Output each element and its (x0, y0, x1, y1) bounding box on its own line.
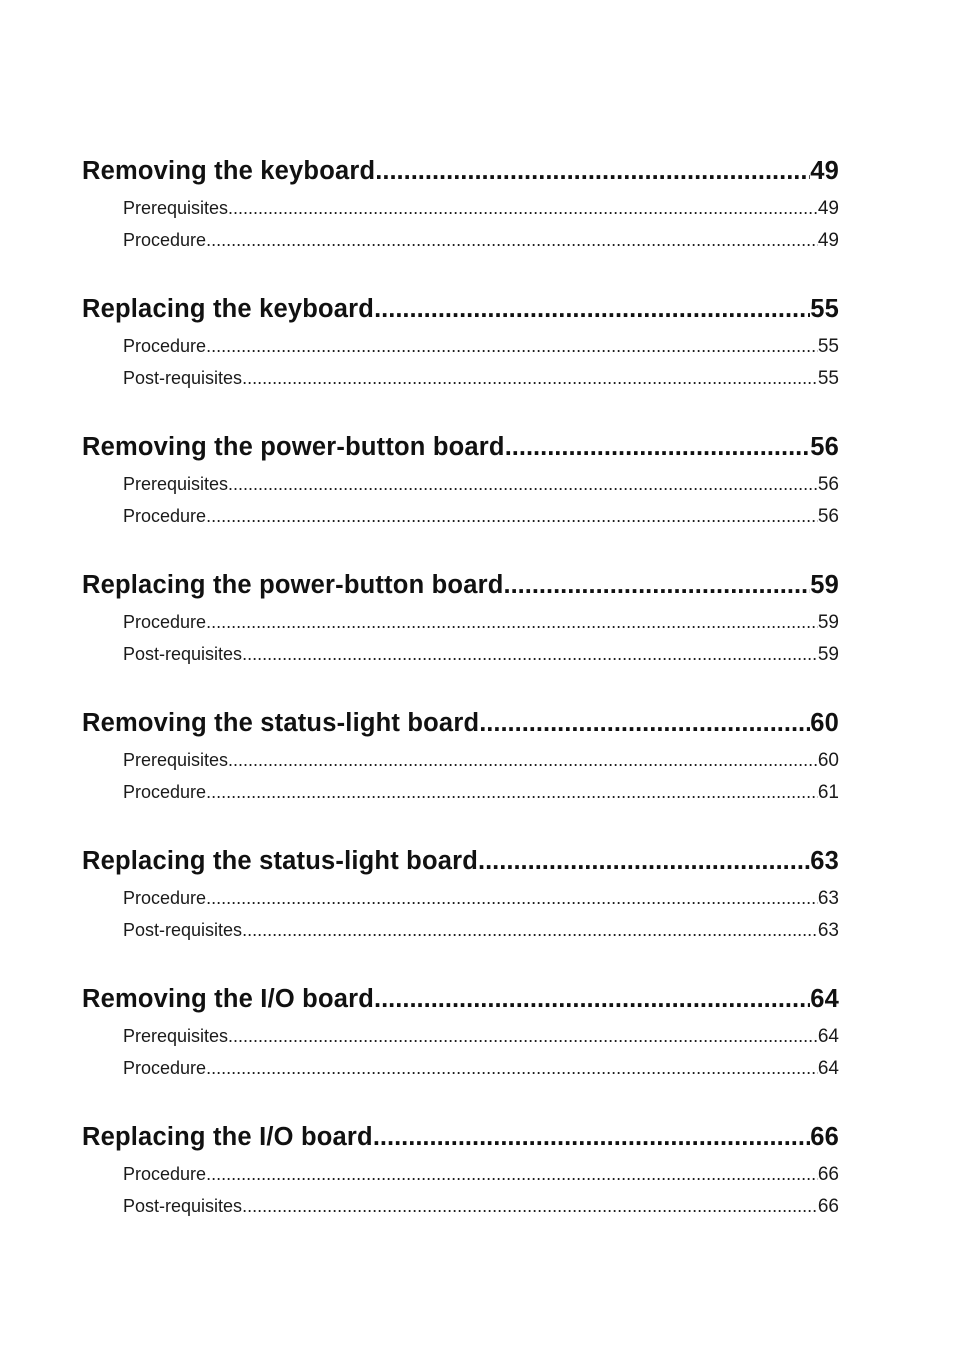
toc-subitem-label: Prerequisites (123, 750, 229, 770)
toc-heading-page: 59 (810, 571, 839, 599)
toc-subitem-page: 64 (817, 1026, 839, 1047)
dot-leader (228, 468, 818, 500)
toc-subitem-label: Procedure (123, 336, 207, 356)
toc-heading-link[interactable] (82, 840, 839, 882)
dot-leader (206, 500, 818, 532)
toc-subitem-label: Post-requisites (123, 644, 243, 664)
toc-subitem-link[interactable] (82, 744, 839, 776)
toc-heading-page: 66 (810, 1123, 839, 1151)
toc-subitem-page: 55 (817, 336, 839, 357)
toc-subitem-link[interactable] (82, 468, 839, 500)
toc-section (82, 426, 839, 532)
toc-heading-link[interactable] (82, 564, 839, 606)
toc-subitem-label: Prerequisites (123, 198, 229, 218)
toc-subitem-page: 49 (817, 198, 839, 219)
dot-leader (206, 606, 818, 638)
toc-subitem-label: Procedure (123, 782, 207, 802)
toc-subitem-label: Procedure (123, 1164, 207, 1184)
toc-section (82, 1116, 839, 1222)
dot-leader (242, 914, 818, 946)
toc-subitem-label: Post-requisites (123, 368, 243, 388)
toc-heading-page: 63 (810, 847, 839, 875)
toc-subitem-page: 55 (817, 368, 839, 389)
toc-subitem-page: 49 (817, 230, 839, 251)
toc-section (82, 702, 839, 808)
toc-heading-title: Removing the keyboard (82, 157, 376, 185)
toc-heading-title: Replacing the status-light board (82, 847, 479, 875)
toc-subitem-label: Prerequisites (123, 1026, 229, 1046)
toc-subitem-label: Procedure (123, 506, 207, 526)
toc-heading-link[interactable] (82, 978, 839, 1020)
toc-subitem-link[interactable] (82, 192, 839, 224)
toc-heading-page: 60 (810, 709, 839, 737)
toc-subitem-link[interactable] (82, 224, 839, 256)
toc-subitem-label: Procedure (123, 888, 207, 908)
toc-heading-title: Removing the status-light board (82, 709, 480, 737)
toc-subitem-page: 56 (817, 474, 839, 495)
table-of-contents (82, 150, 839, 1254)
dot-leader (206, 224, 818, 256)
dot-leader (503, 564, 810, 606)
toc-subitem-label: Prerequisites (123, 474, 229, 494)
toc-heading-link[interactable] (82, 702, 839, 744)
toc-subitem-page: 63 (817, 920, 839, 941)
toc-subitem-page: 63 (817, 888, 839, 909)
toc-subitem-link[interactable] (82, 1190, 839, 1222)
toc-heading-title: Replacing the power-button board (82, 571, 504, 599)
dot-leader (374, 978, 810, 1020)
toc-subitem-link[interactable] (82, 776, 839, 808)
dot-leader (206, 1052, 818, 1084)
toc-subitem-link[interactable] (82, 1158, 839, 1190)
toc-subitem-page: 61 (817, 782, 839, 803)
toc-heading-link[interactable] (82, 150, 839, 192)
toc-heading-page: 55 (810, 295, 839, 323)
toc-subitem-link[interactable] (82, 330, 839, 362)
dot-leader (242, 638, 818, 670)
toc-subitem-label: Procedure (123, 1058, 207, 1078)
dot-leader (228, 1020, 818, 1052)
toc-subitem-page: 64 (817, 1058, 839, 1079)
dot-leader (206, 776, 818, 808)
dot-leader (228, 192, 818, 224)
dot-leader (479, 702, 810, 744)
toc-section (82, 840, 839, 946)
toc-subitem-link[interactable] (82, 500, 839, 532)
toc-heading-title: Removing the I/O board (82, 985, 375, 1013)
toc-subitem-link[interactable] (82, 638, 839, 670)
toc-section (82, 150, 839, 256)
toc-subitem-page: 66 (817, 1196, 839, 1217)
toc-subitem-page: 60 (817, 750, 839, 771)
dot-leader (375, 150, 810, 192)
toc-heading-page: 64 (810, 985, 839, 1013)
toc-subitem-link[interactable] (82, 606, 839, 638)
toc-subitem-link[interactable] (82, 914, 839, 946)
toc-subitem-page: 59 (817, 644, 839, 665)
toc-subitem-label: Post-requisites (123, 920, 243, 940)
dot-leader (505, 426, 811, 468)
dot-leader (478, 840, 810, 882)
dot-leader (374, 288, 810, 330)
toc-section (82, 978, 839, 1084)
toc-heading-page: 49 (810, 157, 839, 185)
toc-subitem-link[interactable] (82, 882, 839, 914)
toc-heading-page: 56 (810, 433, 839, 461)
toc-subitem-link[interactable] (82, 1020, 839, 1052)
toc-subitem-label: Post-requisites (123, 1196, 243, 1216)
toc-subitem-page: 56 (817, 506, 839, 527)
dot-leader (206, 1158, 818, 1190)
toc-heading-title: Removing the power-button board (82, 433, 505, 461)
dot-leader (206, 330, 818, 362)
toc-subitem-label: Procedure (123, 230, 207, 250)
dot-leader (373, 1116, 810, 1158)
dot-leader (242, 362, 818, 394)
toc-heading-link[interactable] (82, 288, 839, 330)
dot-leader (242, 1190, 818, 1222)
toc-subitem-link[interactable] (82, 362, 839, 394)
dot-leader (228, 744, 818, 776)
toc-subitem-label: Procedure (123, 612, 207, 632)
toc-subitem-page: 66 (817, 1164, 839, 1185)
toc-section (82, 288, 839, 394)
toc-heading-title: Replacing the keyboard (82, 295, 375, 323)
toc-heading-link[interactable] (82, 1116, 839, 1158)
dot-leader (206, 882, 818, 914)
toc-heading-title: Replacing the I/O board (82, 1123, 373, 1151)
toc-subitem-link[interactable] (82, 1052, 839, 1084)
toc-section (82, 564, 839, 670)
toc-heading-link[interactable] (82, 426, 839, 468)
toc-subitem-page: 59 (817, 612, 839, 633)
